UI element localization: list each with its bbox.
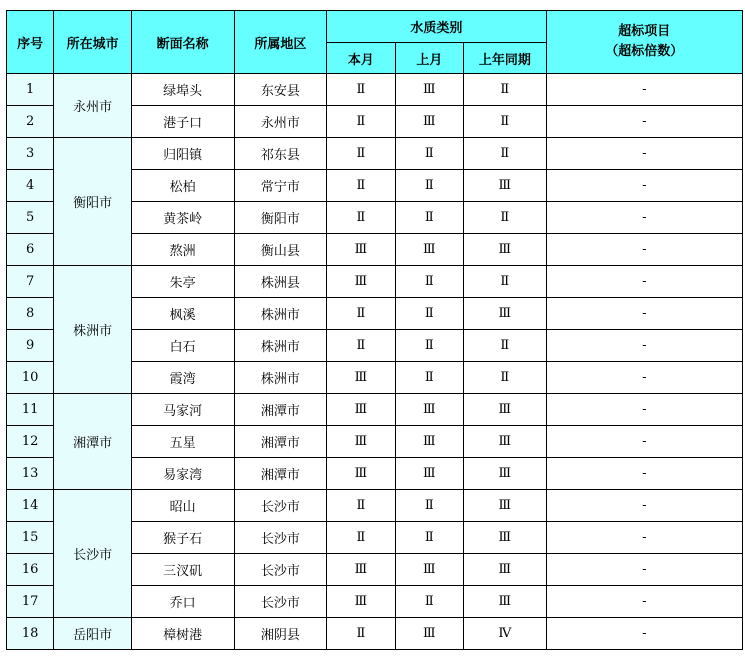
cell-exceed: -: [546, 618, 742, 650]
header-region: 所属地区: [234, 11, 327, 74]
cell-exceed: -: [546, 138, 742, 170]
cell-last-month: Ⅱ: [395, 330, 463, 362]
cell-last-month: Ⅱ: [395, 202, 463, 234]
cell-this-month: Ⅱ: [327, 490, 395, 522]
cell-this-month: Ⅲ: [327, 554, 395, 586]
cell-region: 湘阴县: [234, 618, 327, 650]
cell-exceed: -: [546, 74, 742, 106]
table-row: [7, 138, 743, 170]
cell-section-name: 猴子石: [131, 522, 234, 554]
table-row: [7, 394, 743, 426]
cell-last-year-same: Ⅲ: [464, 394, 547, 426]
cell-this-month: Ⅲ: [327, 458, 395, 490]
cell-exceed: -: [546, 426, 742, 458]
cell-exceed: -: [546, 106, 742, 138]
cell-seq: 3: [7, 138, 54, 170]
cell-seq: 12: [7, 426, 54, 458]
cell-exceed: -: [546, 362, 742, 394]
cell-seq: 8: [7, 298, 54, 330]
cell-region: 湘潭市: [234, 394, 327, 426]
cell-last-year-same: Ⅲ: [464, 554, 547, 586]
cell-last-month: Ⅲ: [395, 426, 463, 458]
cell-region: 株洲市: [234, 298, 327, 330]
cell-this-month: Ⅱ: [327, 298, 395, 330]
cell-section-name: 易家湾: [131, 458, 234, 490]
cell-last-year-same: Ⅳ: [464, 618, 547, 650]
cell-section-name: 三汊矶: [131, 554, 234, 586]
cell-exceed: -: [546, 266, 742, 298]
cell-exceed: -: [546, 330, 742, 362]
cell-last-month: Ⅲ: [395, 394, 463, 426]
cell-seq: 5: [7, 202, 54, 234]
cell-section-name: 松柏: [131, 170, 234, 202]
cell-last-month: Ⅲ: [395, 74, 463, 106]
cell-last-year-same: Ⅲ: [464, 522, 547, 554]
cell-exceed: -: [546, 586, 742, 618]
cell-this-month: Ⅱ: [327, 74, 395, 106]
cell-last-month: Ⅱ: [395, 362, 463, 394]
cell-region: 湘潭市: [234, 458, 327, 490]
cell-seq: 16: [7, 554, 54, 586]
cell-section-name: 熬洲: [131, 234, 234, 266]
cell-section-name: 朱亭: [131, 266, 234, 298]
cell-this-month: Ⅲ: [327, 266, 395, 298]
cell-last-month: Ⅲ: [395, 458, 463, 490]
header-exceed-item: 超标项目: [618, 24, 671, 39]
cell-exceed: -: [546, 170, 742, 202]
cell-exceed: -: [546, 490, 742, 522]
cell-last-year-same: Ⅱ: [464, 202, 547, 234]
cell-last-year-same: Ⅲ: [464, 586, 547, 618]
cell-seq: 17: [7, 586, 54, 618]
table-header: [7, 11, 743, 74]
cell-city: 湘潭市: [54, 394, 132, 490]
header-exceed: [546, 11, 742, 74]
cell-exceed: -: [546, 202, 742, 234]
cell-seq: 18: [7, 618, 54, 650]
table-row: [7, 74, 743, 106]
cell-city: 永州市: [54, 74, 132, 138]
cell-seq: 1: [7, 74, 54, 106]
cell-last-month: Ⅲ: [395, 554, 463, 586]
cell-section-name: 霞湾: [131, 362, 234, 394]
header-water-class: 水质类别: [327, 11, 546, 43]
cell-this-month: Ⅱ: [327, 522, 395, 554]
cell-region: 衡阳市: [234, 202, 327, 234]
table-row: [7, 618, 743, 650]
cell-region: 长沙市: [234, 554, 327, 586]
cell-city: 长沙市: [54, 490, 132, 618]
cell-section-name: 乔口: [131, 586, 234, 618]
header-exceed-multiple: （超标倍数）: [605, 44, 684, 59]
cell-exceed: -: [546, 522, 742, 554]
cell-city: 岳阳市: [54, 618, 132, 650]
cell-seq: 9: [7, 330, 54, 362]
cell-region: 东安县: [234, 74, 327, 106]
header-last-year-same: 上年同期: [464, 43, 547, 74]
cell-seq: 14: [7, 490, 54, 522]
cell-this-month: Ⅲ: [327, 426, 395, 458]
cell-city: 衡阳市: [54, 138, 132, 266]
table-row: [7, 266, 743, 298]
cell-last-month: Ⅱ: [395, 266, 463, 298]
header-last-month: 上月: [395, 43, 463, 74]
cell-last-year-same: Ⅱ: [464, 138, 547, 170]
cell-city: 株洲市: [54, 266, 132, 394]
cell-seq: 2: [7, 106, 54, 138]
cell-seq: 4: [7, 170, 54, 202]
cell-this-month: Ⅲ: [327, 586, 395, 618]
cell-last-year-same: Ⅲ: [464, 298, 547, 330]
cell-section-name: 归阳镇: [131, 138, 234, 170]
cell-region: 永州市: [234, 106, 327, 138]
cell-section-name: 马家河: [131, 394, 234, 426]
cell-last-month: Ⅲ: [395, 106, 463, 138]
cell-region: 常宁市: [234, 170, 327, 202]
cell-seq: 15: [7, 522, 54, 554]
cell-section-name: 枫溪: [131, 298, 234, 330]
header-city: 所在城市: [54, 11, 132, 74]
cell-last-month: Ⅲ: [395, 618, 463, 650]
cell-last-year-same: Ⅲ: [464, 234, 547, 266]
cell-last-month: Ⅱ: [395, 490, 463, 522]
cell-section-name: 绿埠头: [131, 74, 234, 106]
cell-region: 湘潭市: [234, 426, 327, 458]
cell-last-year-same: Ⅱ: [464, 330, 547, 362]
cell-section-name: 黄茶岭: [131, 202, 234, 234]
cell-last-month: Ⅱ: [395, 170, 463, 202]
cell-this-month: Ⅱ: [327, 170, 395, 202]
cell-seq: 11: [7, 394, 54, 426]
cell-region: 长沙市: [234, 586, 327, 618]
cell-last-month: Ⅲ: [395, 234, 463, 266]
cell-seq: 7: [7, 266, 54, 298]
cell-section-name: 樟树港: [131, 618, 234, 650]
table-body: [7, 74, 743, 650]
table-row: [7, 490, 743, 522]
cell-this-month: Ⅱ: [327, 330, 395, 362]
cell-this-month: Ⅱ: [327, 106, 395, 138]
cell-last-year-same: Ⅲ: [464, 490, 547, 522]
cell-region: 祁东县: [234, 138, 327, 170]
cell-exceed: -: [546, 554, 742, 586]
cell-exceed: -: [546, 298, 742, 330]
cell-exceed: -: [546, 394, 742, 426]
cell-this-month: Ⅱ: [327, 138, 395, 170]
cell-region: 株洲县: [234, 266, 327, 298]
cell-region: 长沙市: [234, 490, 327, 522]
cell-last-month: Ⅱ: [395, 138, 463, 170]
header-this-month: 本月: [327, 43, 395, 74]
cell-last-year-same: Ⅲ: [464, 426, 547, 458]
cell-seq: 6: [7, 234, 54, 266]
cell-last-year-same: Ⅱ: [464, 106, 547, 138]
cell-section-name: 昭山: [131, 490, 234, 522]
cell-exceed: -: [546, 234, 742, 266]
cell-last-month: Ⅱ: [395, 522, 463, 554]
cell-seq: 10: [7, 362, 54, 394]
cell-this-month: Ⅲ: [327, 394, 395, 426]
cell-last-year-same: Ⅱ: [464, 362, 547, 394]
cell-region: 株洲市: [234, 330, 327, 362]
cell-this-month: Ⅱ: [327, 618, 395, 650]
cell-seq: 13: [7, 458, 54, 490]
header-section-name: 断面名称: [131, 11, 234, 74]
cell-last-year-same: Ⅲ: [464, 458, 547, 490]
cell-region: 株洲市: [234, 362, 327, 394]
cell-this-month: Ⅲ: [327, 234, 395, 266]
cell-region: 衡山县: [234, 234, 327, 266]
cell-this-month: Ⅲ: [327, 362, 395, 394]
cell-this-month: Ⅱ: [327, 202, 395, 234]
cell-section-name: 五星: [131, 426, 234, 458]
cell-last-month: Ⅱ: [395, 298, 463, 330]
cell-section-name: 港子口: [131, 106, 234, 138]
header-seq: 序号: [7, 11, 54, 74]
water-quality-table: [6, 10, 743, 650]
cell-section-name: 白石: [131, 330, 234, 362]
cell-last-year-same: Ⅱ: [464, 74, 547, 106]
cell-region: 长沙市: [234, 522, 327, 554]
cell-last-year-same: Ⅲ: [464, 170, 547, 202]
cell-last-month: Ⅱ: [395, 586, 463, 618]
cell-exceed: -: [546, 458, 742, 490]
cell-last-year-same: Ⅱ: [464, 266, 547, 298]
